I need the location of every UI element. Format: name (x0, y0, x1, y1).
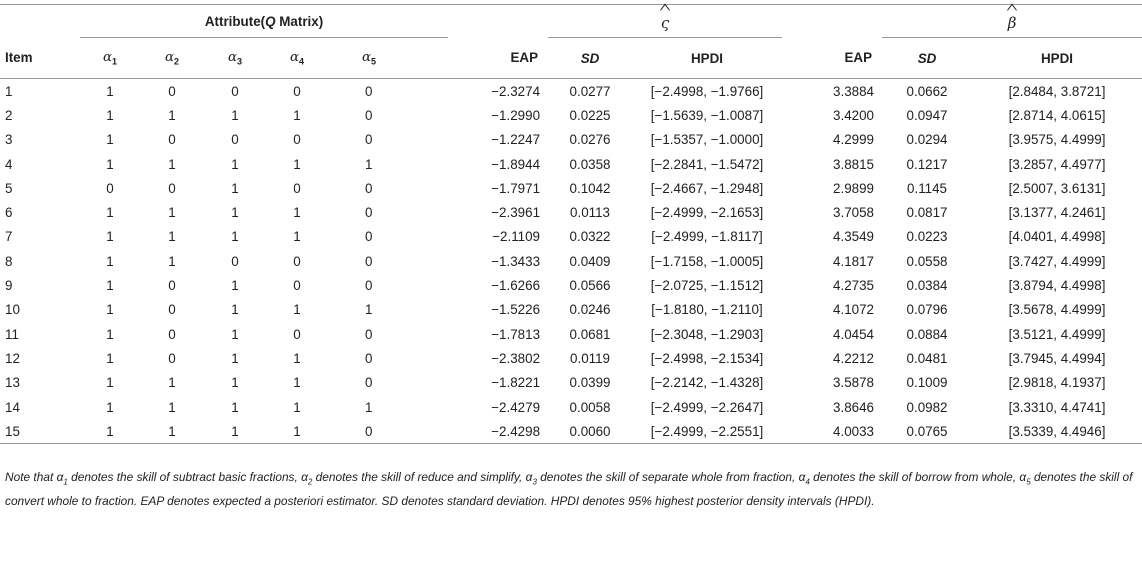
sigma-sd-cell: 0.0681 (569, 326, 611, 342)
alpha5-cell: 0 (365, 107, 373, 123)
beta-eap-cell: 3.8646 (833, 399, 875, 415)
alpha2-cell: 1 (168, 375, 176, 391)
alpha2-cell: 1 (168, 253, 176, 269)
sigma-eap-cell: −2.3274 (491, 83, 541, 99)
alpha4-cell: 0 (293, 253, 301, 269)
sigma-hpdi-cell: [−2.4998, −2.1534] (650, 350, 764, 366)
beta-hpdi-cell: [3.9575, 4.4999] (1008, 132, 1106, 148)
beta-sd-header: SD (882, 38, 972, 79)
alpha1-header: $\alpha_1$ (80, 38, 140, 79)
beta-sd-cell: 0.0558 (906, 253, 948, 269)
beta-hpdi-cell: [3.8794, 4.4998] (1008, 278, 1106, 294)
item-cell: 3 (5, 132, 13, 148)
sigma-eap-header: EAP (448, 38, 548, 79)
alpha5-cell: 0 (328, 419, 448, 444)
alpha4-cell: 1 (293, 350, 301, 366)
alpha1-cell: 1 (106, 205, 114, 221)
table-row (0, 200, 1142, 224)
sigma-hpdi-cell: [−2.4998, −1.9766] (650, 83, 764, 99)
sigma-sd-cell: 0.0225 (569, 107, 611, 123)
item-header-spacer (0, 5, 80, 38)
alpha1-cell: 1 (106, 107, 114, 123)
sigma-sd-cell: 0.0058 (569, 399, 611, 415)
table-row (0, 103, 1142, 127)
beta-eap-cell: 3.3884 (833, 83, 875, 99)
beta-sd-cell: 0.0884 (906, 326, 948, 342)
group-header-row (0, 5, 1142, 38)
alpha5-cell: 1 (365, 302, 373, 318)
sigma-eap-cell: −1.6266 (491, 278, 541, 294)
beta-sd-cell: 0.0817 (906, 205, 948, 221)
beta-sd-cell: 0.0294 (906, 132, 948, 148)
table-row (0, 371, 1142, 395)
alpha1-cell: 1 (106, 278, 114, 294)
alpha3-cell: 1 (231, 399, 239, 415)
alpha3-cell: 0 (231, 132, 239, 148)
alpha2-cell: 0 (168, 132, 176, 148)
beta-eap-cell: 3.4200 (833, 107, 875, 123)
beta-sd-cell: 0.1009 (906, 375, 948, 391)
alpha4-cell: 1 (293, 229, 301, 245)
sigma-hpdi-cell: [−2.4667, −1.2948] (650, 180, 764, 196)
item-column-header: Item (0, 38, 80, 79)
alpha1-cell: 1 (106, 375, 114, 391)
sigma-eap-cell: −1.2247 (491, 132, 541, 148)
item-cell: 13 (5, 375, 20, 391)
sigma-eap-cell: −1.5226 (491, 302, 541, 318)
beta-sd-cell: 0.0982 (906, 399, 948, 415)
sigma-hpdi-cell: [−2.2142, −1.4328] (650, 375, 764, 391)
beta-hpdi-cell: [3.1377, 4.2461] (1008, 205, 1106, 221)
alpha1-cell: 1 (106, 229, 114, 245)
alpha1-cell: 1 (106, 83, 114, 99)
alpha2-cell: 1 (168, 205, 176, 221)
sigma-hpdi-cell: [−2.3048, −1.2903] (650, 326, 764, 342)
item-cell: 14 (5, 399, 20, 415)
alpha1-cell: 0 (106, 180, 114, 196)
beta-eap-cell: 4.1072 (833, 302, 875, 318)
beta-hpdi-cell: [3.5121, 4.4999] (1008, 326, 1106, 342)
sigma-hpdi-cell: [−2.2841, −1.5472] (650, 156, 764, 172)
beta-eap-cell: 2.9899 (833, 180, 875, 196)
beta-eap-cell: 4.3549 (833, 229, 875, 245)
sigma-hat-symbol: ς (661, 10, 669, 32)
sigma-group-header (548, 5, 782, 38)
sigma-eap-cell: −2.1109 (492, 229, 541, 245)
item-cell: 10 (5, 302, 20, 318)
sigma-eap-cell: −2.3961 (491, 205, 541, 221)
sigma-sd-cell: 0.0399 (569, 375, 611, 391)
sigma-hpdi-cell: [−2.4999, −2.2647] (650, 399, 764, 415)
alpha3-cell: 1 (231, 107, 239, 123)
alpha5-cell: 1 (365, 156, 373, 172)
sigma-eap-cell: −1.8221 (491, 375, 541, 391)
alpha2-header: $\alpha_2$ (140, 38, 204, 79)
alpha3-cell: 1 (231, 278, 239, 294)
item-cell: 5 (5, 180, 13, 196)
beta-eap-header: EAP (782, 38, 882, 79)
sigma-hpdi-cell: [−1.8180, −1.2110] (651, 302, 763, 318)
alpha1-cell: 1 (106, 132, 114, 148)
beta-sd-cell: 0.0947 (906, 107, 948, 123)
table-row (0, 346, 1142, 370)
sigma-sd-cell: 0.0060 (548, 419, 632, 444)
alpha4-cell: 1 (266, 419, 328, 444)
alpha5-cell: 0 (365, 375, 373, 391)
beta-hpdi-cell: [2.8714, 4.0615] (1008, 107, 1106, 123)
item-cell: 9 (5, 278, 13, 294)
table-row (0, 419, 1142, 444)
alpha3-cell: 1 (231, 205, 239, 221)
sigma-eap-cell: −1.2990 (491, 107, 541, 123)
sigma-sd-header: SD (548, 38, 632, 79)
alpha2-cell: 1 (140, 419, 204, 444)
sigma-eap-cell: −2.3802 (491, 350, 541, 366)
beta-eap-cell: 3.7058 (833, 205, 875, 221)
alpha2-cell: 1 (168, 156, 176, 172)
item-cell: 1 (5, 83, 13, 99)
alpha3-cell: 1 (231, 229, 239, 245)
beta-sd-cell: 0.0223 (906, 229, 948, 245)
sigma-sd-cell: 0.0276 (569, 132, 611, 148)
beta-hpdi-cell: [3.7945, 4.4994] (1008, 350, 1106, 366)
alpha3-cell: 1 (231, 156, 239, 172)
beta-sd-cell: 0.1217 (906, 156, 948, 172)
gap-2 (782, 5, 882, 38)
beta-hpdi-cell: [3.2857, 4.4977] (1008, 156, 1106, 172)
item-cell: 6 (5, 205, 13, 221)
table-row (0, 79, 1142, 104)
alpha5-cell: 0 (365, 253, 373, 269)
attribute-group-header: Attribute(Q Matrix) (80, 5, 448, 38)
posterior-estimates-table (0, 4, 1142, 444)
table-row (0, 176, 1142, 200)
alpha2-cell: 0 (168, 302, 176, 318)
beta-sd-cell: 0.0384 (906, 278, 948, 294)
sigma-eap-cell: −1.7971 (491, 180, 541, 196)
sigma-sd-cell: 0.0277 (569, 83, 611, 99)
sigma-hpdi-cell: [−1.7158, −1.0005] (650, 253, 764, 269)
table-footnote: Note that $\alpha_1$ denotes the skill of subtract basic fractions, $\alpha_2$ denotes the skill of reduce and simplify, $\alpha_3$ denotes the skill of separate whole from fraction, $\alpha_4$ denotes the skill of borrow from whole, $\alpha_5$ denotes the skill of convert whole to fraction. EAP denotes expected a posteriori estimator. SD denotes standard deviation. HPDI denotes 95% highest posterior density intervals (HPDI). (5, 470, 1133, 508)
beta-eap-cell: 4.2999 (833, 132, 875, 148)
sigma-sd-cell: 0.0566 (569, 278, 611, 294)
alpha4-cell: 1 (293, 107, 301, 123)
beta-hpdi-cell: [3.5339, 4.4946] (972, 419, 1142, 444)
alpha3-cell: 1 (231, 180, 239, 196)
alpha4-cell: 0 (293, 180, 301, 196)
sigma-hpdi-cell: [−1.5357, −1.0000] (650, 132, 764, 148)
alpha5-cell: 0 (365, 132, 373, 148)
sigma-hpdi-header: HPDI (632, 38, 782, 79)
alpha3-header: $\alpha_3$ (204, 38, 266, 79)
item-cell: 15 (0, 419, 80, 444)
beta-hpdi-cell: [3.5678, 4.4999] (1008, 302, 1106, 318)
sigma-eap-cell: −2.4298 (448, 419, 548, 444)
item-cell: 7 (5, 229, 13, 245)
beta-hpdi-cell: [2.9818, 4.1937] (1008, 375, 1106, 391)
table-body (0, 79, 1142, 444)
alpha4-cell: 1 (293, 205, 301, 221)
beta-eap-cell: 4.2735 (833, 278, 875, 294)
alpha4-cell: 1 (293, 156, 301, 172)
beta-hpdi-cell: [3.3310, 4.4741] (1008, 399, 1106, 415)
alpha5-cell: 0 (365, 350, 373, 366)
alpha2-cell: 0 (168, 83, 176, 99)
alpha1-cell: 1 (106, 253, 114, 269)
beta-group-header (882, 5, 1142, 38)
alpha5-cell: 0 (365, 229, 373, 245)
beta-sd-cell: 0.0765 (882, 419, 972, 444)
table-row (0, 249, 1142, 273)
alpha2-cell: 0 (168, 326, 176, 342)
sigma-sd-cell: 0.1042 (569, 180, 611, 196)
alpha4-cell: 0 (293, 132, 301, 148)
alpha2-cell: 1 (168, 229, 176, 245)
alpha3-cell: 1 (204, 419, 266, 444)
alpha4-cell: 0 (293, 326, 301, 342)
alpha5-cell: 1 (365, 399, 373, 415)
beta-sd-cell: 0.1145 (907, 180, 947, 196)
alpha2-cell: 1 (168, 399, 176, 415)
alpha4-cell: 1 (293, 399, 301, 415)
alpha2-cell: 0 (168, 350, 176, 366)
alpha2-cell: 0 (168, 180, 176, 196)
beta-eap-cell: 4.2212 (833, 350, 875, 366)
alpha1-cell: 1 (106, 326, 114, 342)
sigma-sd-cell: 0.0358 (569, 156, 611, 172)
sigma-eap-cell: −1.7813 (491, 326, 541, 342)
alpha2-cell: 1 (168, 107, 176, 123)
sigma-sd-cell: 0.0322 (569, 229, 611, 245)
sigma-hpdi-cell: [−1.5639, −1.0087] (650, 107, 764, 123)
item-cell: 4 (5, 156, 13, 172)
alpha4-cell: 1 (293, 375, 301, 391)
alpha4-header: $\alpha_4$ (266, 38, 328, 79)
column-header-row (0, 38, 1142, 79)
sigma-hpdi-cell: [−2.4999, −2.2551] (632, 419, 782, 444)
beta-eap-cell: 3.5878 (833, 375, 875, 391)
beta-hpdi-cell: [4.0401, 4.4998] (1008, 229, 1106, 245)
item-cell: 11 (5, 326, 19, 342)
sigma-hpdi-cell: [−2.4999, −1.8117] (651, 229, 763, 245)
beta-hpdi-header: HPDI (972, 38, 1142, 79)
alpha3-cell: 0 (231, 83, 239, 99)
beta-eap-cell: 4.0454 (833, 326, 875, 342)
table-row (0, 225, 1142, 249)
beta-eap-cell: 3.8815 (833, 156, 875, 172)
alpha5-cell: 0 (365, 180, 373, 196)
alpha1-cell: 1 (80, 419, 140, 444)
table-row (0, 152, 1142, 176)
alpha3-cell: 1 (231, 350, 239, 366)
alpha5-header: $\alpha_5$ (328, 38, 448, 79)
alpha3-cell: 1 (231, 302, 239, 318)
beta-hpdi-cell: [3.7427, 4.4999] (1008, 253, 1106, 269)
sigma-hpdi-cell: [−2.4999, −2.1653] (650, 205, 764, 221)
alpha1-cell: 1 (106, 399, 114, 415)
alpha1-cell: 1 (106, 350, 114, 366)
beta-sd-cell: 0.0662 (906, 83, 948, 99)
beta-eap-cell: 4.1817 (833, 253, 875, 269)
gap-1 (448, 5, 548, 38)
alpha2-cell: 0 (168, 278, 176, 294)
beta-hpdi-cell: [2.8484, 3.8721] (1008, 83, 1106, 99)
sigma-eap-cell: −1.3433 (491, 253, 541, 269)
item-cell: 12 (5, 350, 20, 366)
alpha5-cell: 0 (365, 326, 373, 342)
alpha4-cell: 0 (293, 278, 301, 294)
sigma-sd-cell: 0.0113 (570, 205, 610, 221)
alpha1-cell: 1 (106, 302, 114, 318)
alpha4-cell: 0 (293, 83, 301, 99)
sigma-sd-cell: 0.0246 (569, 302, 611, 318)
beta-sd-cell: 0.0796 (906, 302, 948, 318)
beta-eap-cell: 4.0033 (782, 419, 882, 444)
table-row (0, 273, 1142, 297)
alpha4-cell: 1 (293, 302, 301, 318)
beta-hat-symbol: β (1008, 10, 1017, 32)
alpha3-cell: 0 (231, 253, 239, 269)
table-row (0, 298, 1142, 322)
table-row (0, 395, 1142, 419)
beta-sd-cell: 0.0481 (906, 350, 948, 366)
sigma-hpdi-cell: [−2.0725, −1.1512] (650, 278, 764, 294)
alpha5-cell: 0 (365, 278, 373, 294)
item-cell: 8 (5, 253, 13, 269)
table-row (0, 322, 1142, 346)
alpha1-cell: 1 (106, 156, 114, 172)
alpha5-cell: 0 (365, 205, 373, 221)
sigma-sd-cell: 0.0409 (569, 253, 611, 269)
alpha3-cell: 1 (231, 326, 239, 342)
sigma-eap-cell: −2.4279 (491, 399, 541, 415)
alpha5-cell: 0 (365, 83, 373, 99)
alpha3-cell: 1 (231, 375, 239, 391)
sigma-sd-cell: 0.0119 (570, 350, 610, 366)
beta-hpdi-cell: [2.5007, 3.6131] (1008, 180, 1106, 196)
item-cell: 2 (5, 107, 13, 123)
sigma-eap-cell: −1.8944 (491, 156, 541, 172)
table-row (0, 128, 1142, 152)
